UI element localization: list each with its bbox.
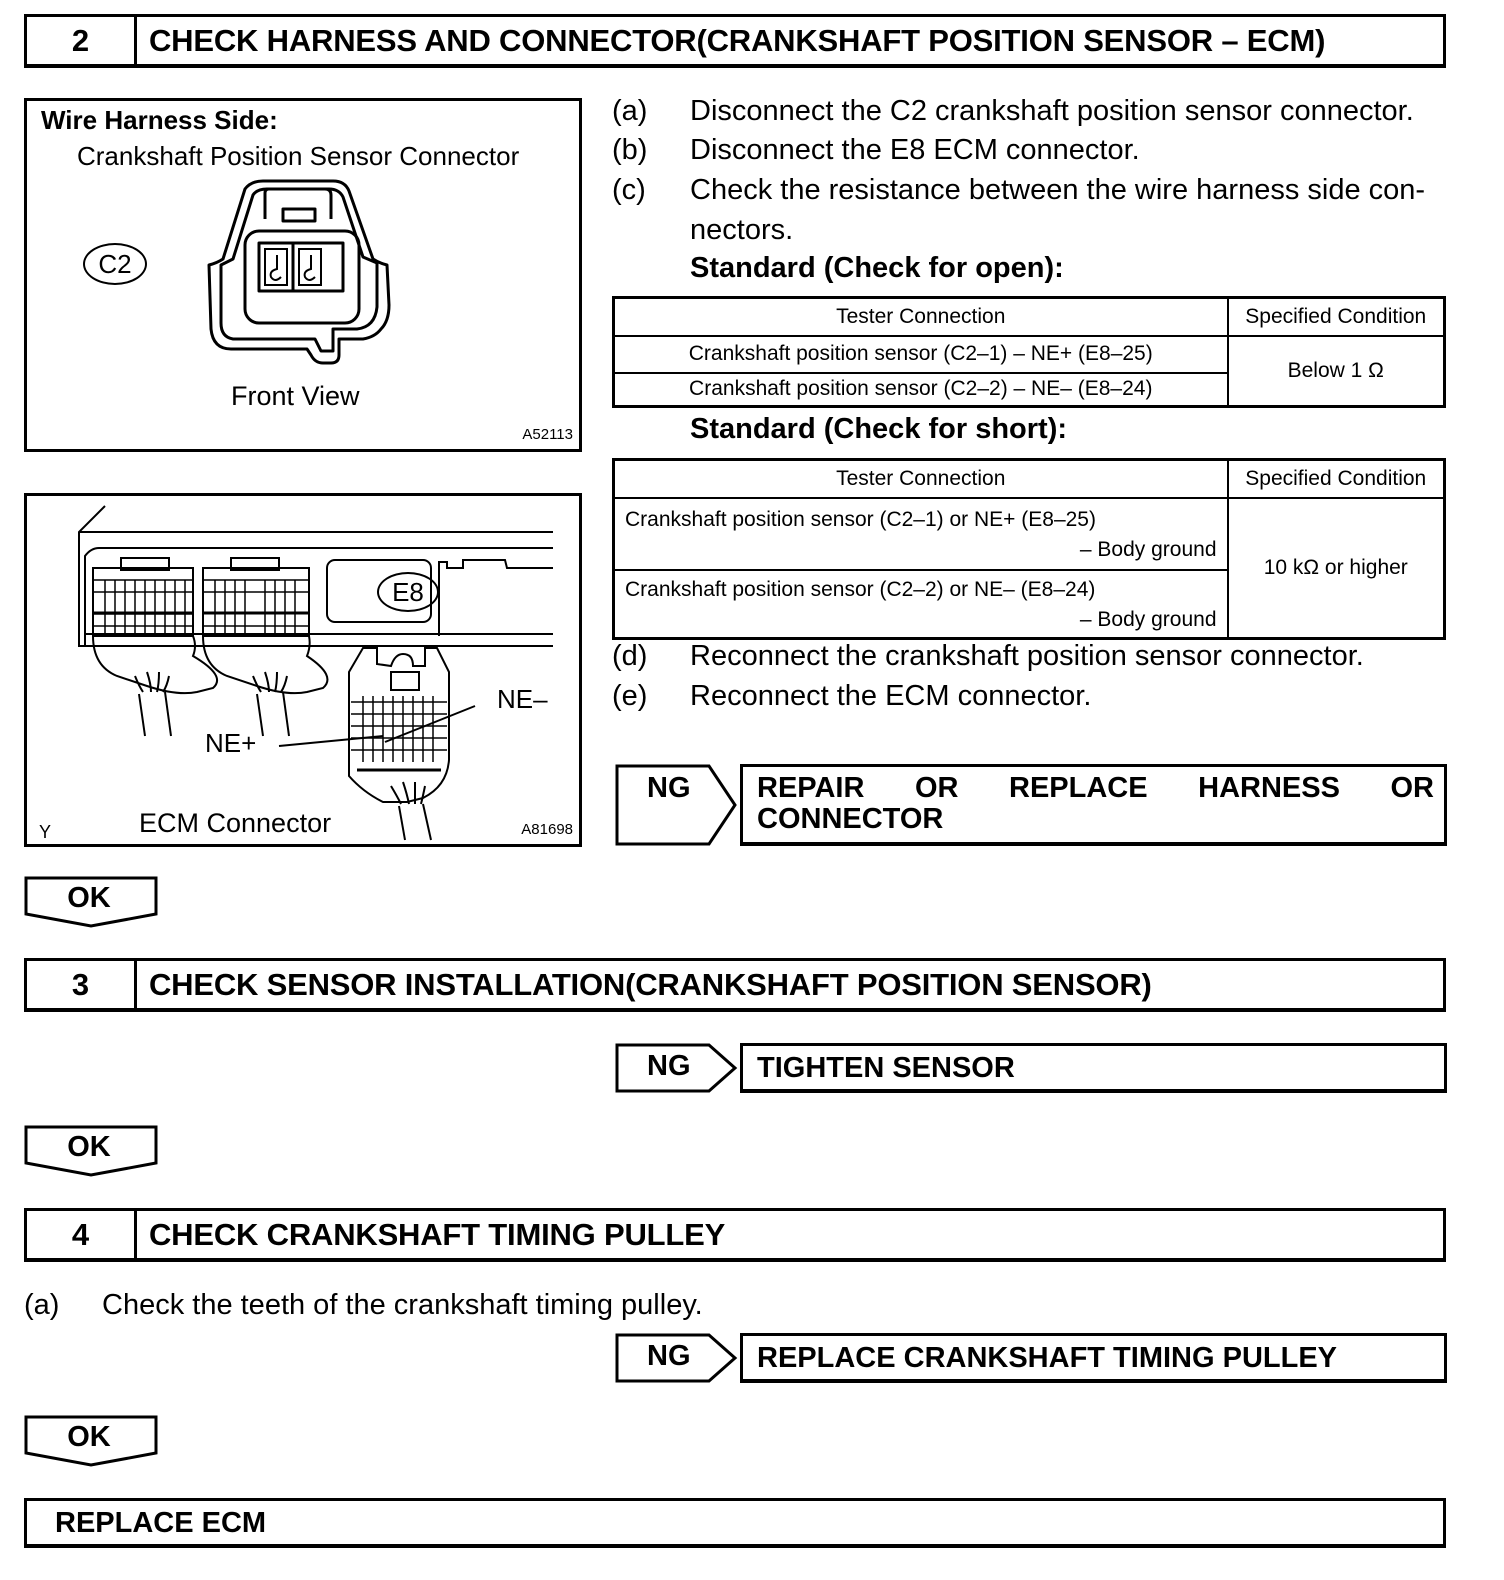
ng-branch[interactable] <box>615 764 1447 846</box>
instruction-a <box>24 1285 924 1325</box>
word: REPAIR <box>757 772 865 804</box>
ok-label: OK <box>67 882 111 914</box>
ecm-connector-figure <box>24 493 582 847</box>
instruction-label: (a) <box>24 1289 60 1321</box>
sensor-connector-icon <box>203 179 403 369</box>
pin-label-ne-minus: NE– <box>497 684 548 714</box>
step-4-header <box>24 1208 1446 1262</box>
standard-short-label: Standard (Check for short): <box>690 413 1068 445</box>
instruction-e <box>612 676 1452 716</box>
ok-branch[interactable] <box>24 1415 160 1467</box>
column-header: Tester Connection <box>614 460 1228 498</box>
ok-label: OK <box>67 1131 111 1163</box>
ecm-connector-icon <box>27 496 579 844</box>
ng-action: TIGHTEN SENSOR <box>740 1043 1447 1093</box>
instruction-b <box>612 130 1452 170</box>
ok-label: OK <box>67 1421 111 1453</box>
ng-action: REPLACE CRANKSHAFT TIMING PULLEY <box>740 1333 1447 1383</box>
instruction-label: (d) <box>612 640 648 672</box>
step-number: 4 <box>27 1211 137 1258</box>
column-header: Specified Condition <box>1228 298 1445 336</box>
instruction-c <box>612 170 1452 250</box>
table-header-row <box>614 460 1445 498</box>
ng-action <box>740 764 1447 846</box>
standard-short-table <box>612 458 1446 640</box>
figure-corner-mark: Y <box>39 822 52 842</box>
step-title: CHECK SENSOR INSTALLATION(CRANKSHAFT POSITION SENSOR) <box>149 966 1152 1002</box>
tester-connection: Crankshaft position sensor (C2–1) – NE+ (E8–25) <box>614 336 1228 373</box>
standard-open-label: Standard (Check for open): <box>690 252 1064 284</box>
connection-text: Crankshaft position sensor (C2–1) or NE+ (E8–25) <box>625 507 1096 531</box>
pin-label-ne-plus: NE+ <box>205 728 257 758</box>
ng-branch[interactable] <box>615 1043 1447 1093</box>
instruction-text: Disconnect the E8 ECM connector. <box>690 134 1140 166</box>
ok-branch[interactable] <box>24 876 160 928</box>
figure-id: A52113 <box>522 426 573 443</box>
ng-action-line-1 <box>757 773 1444 804</box>
figure-caption: ECM Connector <box>139 808 332 838</box>
step-number: 2 <box>27 17 137 64</box>
instruction-label: (c) <box>612 174 646 206</box>
ng-branch[interactable] <box>615 1333 1447 1383</box>
figure-subheading: Crankshaft Position Sensor Connector <box>77 141 520 171</box>
connector-code-badge <box>83 243 147 285</box>
step-number: 3 <box>27 961 137 1008</box>
column-header: Tester Connection <box>614 298 1228 336</box>
tester-connection <box>614 498 1228 570</box>
final-action-box: REPLACE ECM <box>24 1498 1446 1548</box>
figure-heading: Wire Harness Side: <box>41 105 278 135</box>
instruction-label: (e) <box>612 680 648 712</box>
table-header-row <box>614 298 1445 336</box>
step-2-header <box>24 14 1446 68</box>
connector-code: C2 <box>98 248 132 279</box>
ecm-connector-code-badge <box>377 572 439 612</box>
ng-label: NG <box>647 772 691 804</box>
word: OR <box>1390 772 1434 804</box>
step-title: CHECK HARNESS AND CONNECTOR(CRANKSHAFT POSITION SENSOR – ECM) <box>149 22 1326 58</box>
connection-text: Crankshaft position sensor (C2–2) or NE– (E8–24) <box>625 577 1096 601</box>
connection-suffix: – Body ground <box>1079 537 1217 561</box>
instruction-a <box>612 91 1452 131</box>
instruction-text: Check the resistance between the wire harness side con- <box>690 174 1426 206</box>
specified-condition: Below 1 Ω <box>1228 336 1445 407</box>
instruction-text: Check the teeth of the crankshaft timing pulley. <box>102 1289 703 1321</box>
table-row <box>614 336 1445 373</box>
ng-label: NG <box>647 1050 691 1082</box>
figure-id: A81698 <box>521 821 573 838</box>
instruction-text: Reconnect the ECM connector. <box>690 680 1092 712</box>
instruction-text-continued: nectors. <box>690 214 794 246</box>
ng-label: NG <box>647 1340 691 1372</box>
ok-branch[interactable] <box>24 1125 160 1177</box>
instruction-text: Reconnect the crankshaft position sensor connector. <box>690 640 1364 672</box>
word: REPLACE <box>1009 772 1148 804</box>
instruction-label: (a) <box>612 95 648 127</box>
standard-open-table <box>612 296 1446 408</box>
word: HARNESS <box>1198 772 1340 804</box>
tester-connection: Crankshaft position sensor (C2–2) – NE– (E8–24) <box>614 373 1228 407</box>
figure-caption: Front View <box>231 381 360 411</box>
ng-action-line-2: CONNECTOR <box>757 803 944 835</box>
step-title: CHECK CRANKSHAFT TIMING PULLEY <box>149 1216 726 1252</box>
connection-suffix: – Body ground <box>1079 607 1217 631</box>
instruction-text: Disconnect the C2 crankshaft position sensor connector. <box>690 95 1414 127</box>
specified-condition: 10 kΩ or higher <box>1228 498 1445 639</box>
instruction-d <box>612 636 1452 676</box>
instruction-label: (b) <box>612 134 648 166</box>
word: OR <box>914 772 959 804</box>
tester-connection <box>614 570 1228 639</box>
column-header: Specified Condition <box>1228 460 1445 498</box>
ecm-connector-code: E8 <box>392 576 424 607</box>
table-row <box>614 498 1445 570</box>
step-3-header <box>24 958 1446 1012</box>
sensor-connector-figure <box>24 98 582 452</box>
